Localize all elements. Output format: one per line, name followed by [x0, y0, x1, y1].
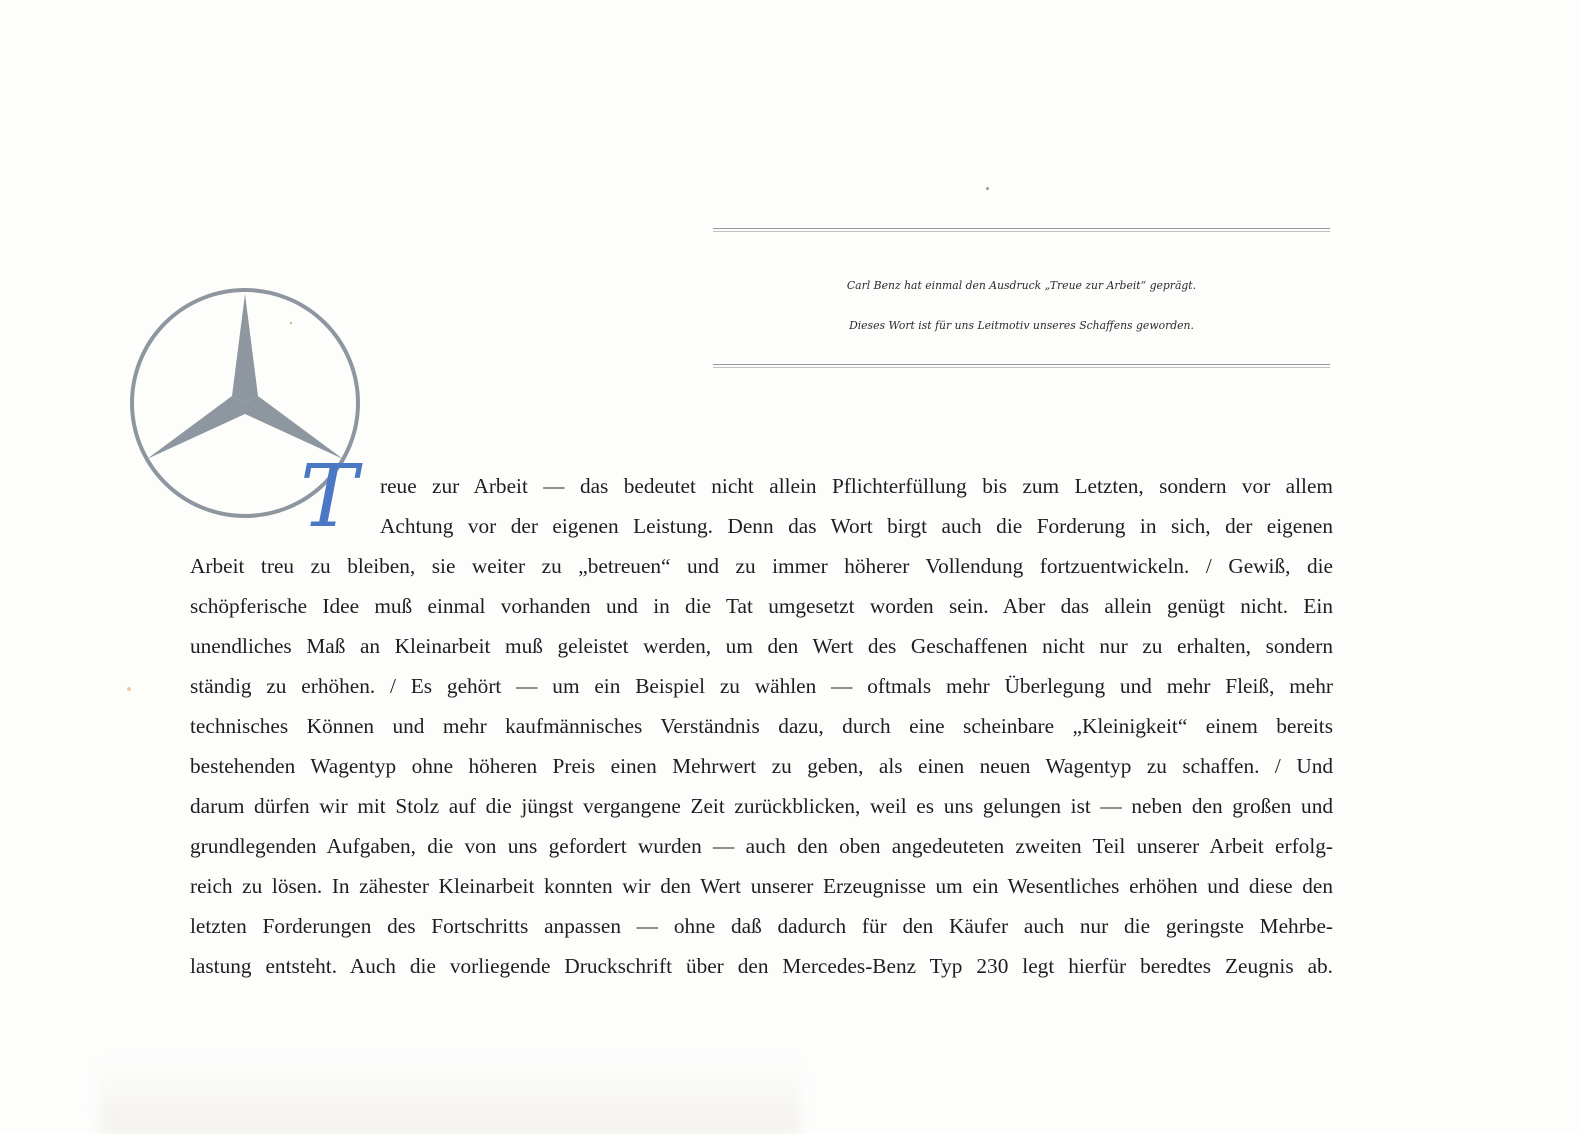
body-line: technisches Können und mehr kaufmännisches Verständnis dazu, durch eine scheinbare „Kleinigkeit“ einem bereits [190, 714, 1333, 738]
body-line: unendliches Maß an Kleinarbeit muß geleistet werden, um den Wert des Geschaffenen nicht nur zu erhalten, sondern [190, 634, 1333, 658]
body-line: lastung entsteht. Auch die vorliegende Druckschrift über den Mercedes-Benz Typ 230 legt hierfür beredtes Zeugnis ab. [190, 954, 1333, 978]
quote-rule-bottom [713, 364, 1330, 370]
body-line: reich zu lösen. In zähester Kleinarbeit konnten wir den Wert unserer Erzeugnisse um ein Wesentliches erhöhen und diese den [190, 874, 1333, 898]
paper-speck [127, 687, 131, 691]
body-line: schöpferische Idee muß einmal vorhanden und in die Tat umgesetzt worden sein. Aber das allein genügt nicht. Ein [190, 594, 1333, 618]
motto-quote-line: Carl Benz hat einmal den Ausdruck „Treue zur Arbeit“ geprägt. [846, 279, 1197, 292]
drop-cap: T [300, 447, 358, 547]
page-shadow [100, 1060, 800, 1134]
body-line: darum dürfen wir mit Stolz auf die jüngst vergangene Zeit zurückblicken, weil es uns gelungen ist — neben den großen und [190, 794, 1333, 818]
body-line: Arbeit treu zu bleiben, sie weiter zu „betreuen“ und zu immer höherer Vollendung fortzuentwickeln. / Gewiß, die [190, 554, 1333, 578]
body-line: ständig zu erhöhen. / Es gehört — um ein Beispiel zu wählen — oftmals mehr Überlegung und mehr Fleiß, mehr [190, 674, 1333, 698]
body-line: Achtung vor der eigenen Leistung. Denn das Wort birgt auch die Forderung in sich, der eigenen [380, 514, 1333, 538]
body-line: bestehenden Wagentyp ohne höheren Preis einen Mehrwert zu geben, als einen neuen Wagentyp zu schaffen. / Und [190, 754, 1333, 778]
body-line: letzten Forderungen des Fortschritts anpassen — ohne daß dadurch für den Käufer auch nur die geringste Mehrbe- [190, 914, 1333, 938]
motto-quote [713, 266, 1330, 346]
body-line: grundlegenden Aufgaben, die von uns gefordert wurden — auch den oben angedeuteten zweiten Teil unserer Arbeit erfolg- [190, 834, 1333, 858]
paper-speck [986, 187, 989, 190]
motto-quote-line: Dieses Wort ist für uns Leitmotiv unseres Schaffens geworden. [849, 319, 1194, 332]
body-line: reue zur Arbeit — das bedeutet nicht allein Pflichterfüllung bis zum Letzten, sondern vor allem [380, 474, 1333, 498]
quote-rule-top [713, 228, 1330, 234]
